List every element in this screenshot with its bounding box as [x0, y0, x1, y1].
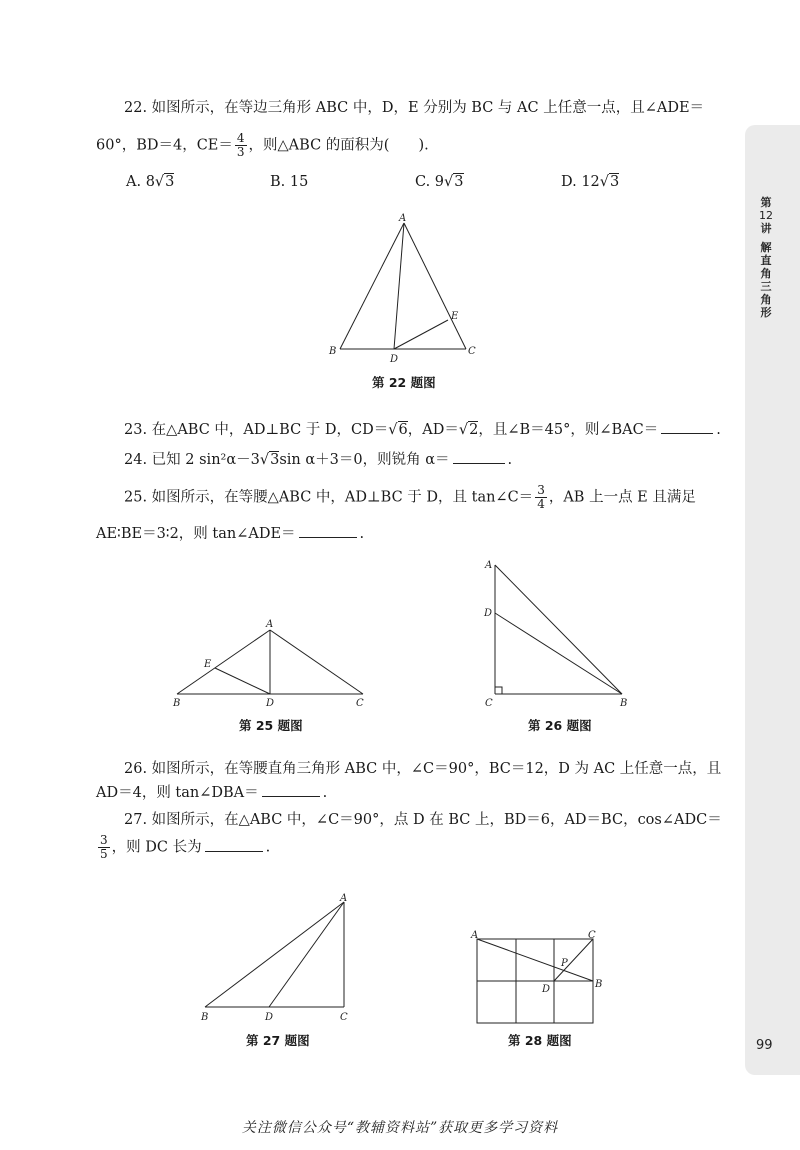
label-d: D [542, 984, 551, 995]
q22-line1: 22. 如图所示，在等边三角形 ABC 中，D，E 分别为 BC 与 AC 上任意一点，且∠ADE＝ [124, 100, 705, 116]
chapter-title-char: 解 [760, 241, 772, 254]
figure-27 [195, 890, 355, 1025]
q22-line2 [96, 132, 429, 159]
chapter-char: 第 [760, 196, 772, 209]
option-text: D. 12 [561, 174, 600, 190]
q24-text: sin α＋3＝0，则锐角 α＝ [279, 452, 450, 468]
chapter-title-char: 三 [760, 280, 772, 293]
chapter-char: 讲 [760, 222, 772, 235]
label-c: C [485, 698, 493, 709]
option-text: A. 8 [126, 174, 155, 190]
q25-line2 [96, 522, 364, 543]
q23-text: 23. 在△ABC 中，AD⊥BC 于 D，CD＝ [124, 422, 389, 438]
chapter-title-char: 角 [760, 293, 772, 306]
label-b: B [329, 346, 337, 357]
caption-fig25: 第 25 题图 [239, 718, 303, 733]
q25-text: ，AB 上一点 E 且满足 [548, 489, 696, 506]
radicand: 2 [469, 422, 479, 438]
radicand: 3 [610, 174, 620, 190]
label-b: B [595, 979, 603, 990]
q22-option-b: B. 15 [270, 174, 309, 190]
q25-text: AE∶BE＝3∶2，则 tan∠ADE＝ [96, 526, 296, 542]
fraction-denominator: 3 [236, 145, 245, 159]
q27-fraction [98, 834, 110, 861]
q25-line1 [124, 484, 696, 511]
q25-end: . [359, 526, 365, 542]
caption-fig28: 第 28 题图 [508, 1033, 572, 1048]
fraction-numerator: 3 [537, 483, 545, 497]
label-a: A [485, 560, 493, 571]
label-c: C [340, 1012, 348, 1023]
chapter-label [758, 196, 774, 319]
figure-26 [480, 555, 635, 715]
label-c: C [356, 698, 364, 709]
q26-text: AD＝4，则 tan∠DBA＝ [96, 785, 259, 801]
label-e: E [204, 659, 212, 670]
segment-ad [394, 223, 404, 349]
radicand: 3 [454, 174, 464, 190]
label-b: B [173, 698, 181, 709]
q22-option-d: D. 12√3 [561, 174, 620, 190]
q22-fraction [235, 132, 247, 159]
q26-line2 [96, 781, 327, 802]
q27-text: ，则 DC 长为 [111, 839, 202, 856]
segment-ac [404, 223, 466, 349]
answer-blank[interactable] [262, 784, 320, 797]
radicand: 3 [165, 174, 175, 190]
option-text: C. 9 [415, 174, 445, 190]
q25-fraction [535, 484, 547, 511]
q24-text: 24. 已知 2 sin²α－3 [124, 452, 260, 468]
segment-ab [340, 223, 404, 349]
segment-ab [177, 630, 270, 694]
segment-de [215, 668, 270, 694]
q27-end: . [265, 839, 271, 856]
segment-db [495, 613, 622, 694]
q27-line2 [96, 834, 270, 861]
label-a: A [340, 893, 348, 904]
label-c: C [468, 346, 476, 357]
footer-note: 关注微信公众号“教辅资料站”获取更多学习资料 [241, 1120, 559, 1136]
q25-text: 25. 如图所示，在等腰△ABC 中，AD⊥BC 于 D，且 tan∠C＝ [124, 489, 534, 506]
label-b: B [620, 698, 628, 709]
q26-line1: 26. 如图所示，在等腰直角三角形 ABC 中，∠C＝90°，BC＝12，D 为 AC 上任意一点，且 [124, 761, 722, 777]
q26-end: . [322, 785, 328, 801]
q24: 24. 已知 2 sin²α－3√3sin α＋3＝0，则锐角 α＝ . [124, 452, 513, 468]
figure-28 [465, 925, 615, 1025]
label-a: A [399, 213, 407, 224]
segment-ac [270, 630, 363, 694]
label-d: D [266, 698, 275, 709]
label-d: D [484, 608, 493, 619]
chapter-number: 12 [759, 209, 773, 222]
segment-de [394, 320, 448, 349]
q23: 23. 在△ABC 中，AD⊥BC 于 D，CD＝√6，AD＝√2，且∠B＝45°，则∠BAC＝ . [124, 422, 721, 438]
fraction-numerator: 3 [100, 833, 108, 847]
q22-text: 60°，BD＝4，CE＝ [96, 137, 233, 154]
answer-blank[interactable] [661, 421, 713, 434]
q22-option-a: A. 8√3 [126, 174, 175, 190]
segment-cd [554, 939, 593, 981]
segment-ab [205, 902, 344, 1007]
answer-blank[interactable] [453, 451, 505, 464]
right-angle-mark [495, 687, 502, 694]
fraction-denominator: 5 [100, 847, 108, 861]
answer-blank[interactable] [299, 525, 357, 538]
label-a: A [471, 930, 479, 941]
segment-ad [269, 902, 344, 1007]
q23-end: . [716, 422, 721, 438]
q23-text: ，且∠B＝45°，则∠BAC＝ [478, 422, 659, 438]
q22-text: ，则△ABC 的面积为( ). [248, 137, 429, 154]
q24-end: . [507, 452, 513, 468]
label-c: C [588, 930, 596, 941]
segment-ab [495, 565, 622, 694]
label-d: D [390, 354, 399, 365]
label-e: E [451, 311, 459, 322]
figure-25 [170, 615, 375, 710]
radicand: 6 [398, 422, 408, 438]
chapter-title-char: 直 [760, 254, 772, 267]
chapter-title-char: 形 [760, 306, 772, 319]
caption-fig22: 第 22 题图 [372, 375, 436, 390]
q23-text: ，AD＝ [407, 422, 459, 438]
segment-ab [477, 939, 593, 981]
label-d: D [265, 1012, 274, 1023]
label-b: B [201, 1012, 209, 1023]
page-number: 99 [756, 1038, 773, 1053]
caption-fig26: 第 26 题图 [528, 718, 592, 733]
fraction-numerator: 4 [236, 131, 245, 145]
label-a: A [266, 619, 274, 630]
q22-option-c: C. 9√3 [415, 174, 464, 190]
caption-fig27: 第 27 题图 [246, 1033, 310, 1048]
label-p: P [561, 958, 568, 969]
chapter-title-char: 角 [760, 267, 772, 280]
fraction-denominator: 4 [537, 497, 545, 511]
q27-line1: 27. 如图所示，在△ABC 中，∠C＝90°，点 D 在 BC 上，BD＝6，AD＝BC，cos∠ADC＝ [124, 812, 722, 828]
answer-blank[interactable] [205, 839, 263, 852]
figure-22 [320, 210, 490, 370]
radicand: 3 [270, 452, 280, 468]
